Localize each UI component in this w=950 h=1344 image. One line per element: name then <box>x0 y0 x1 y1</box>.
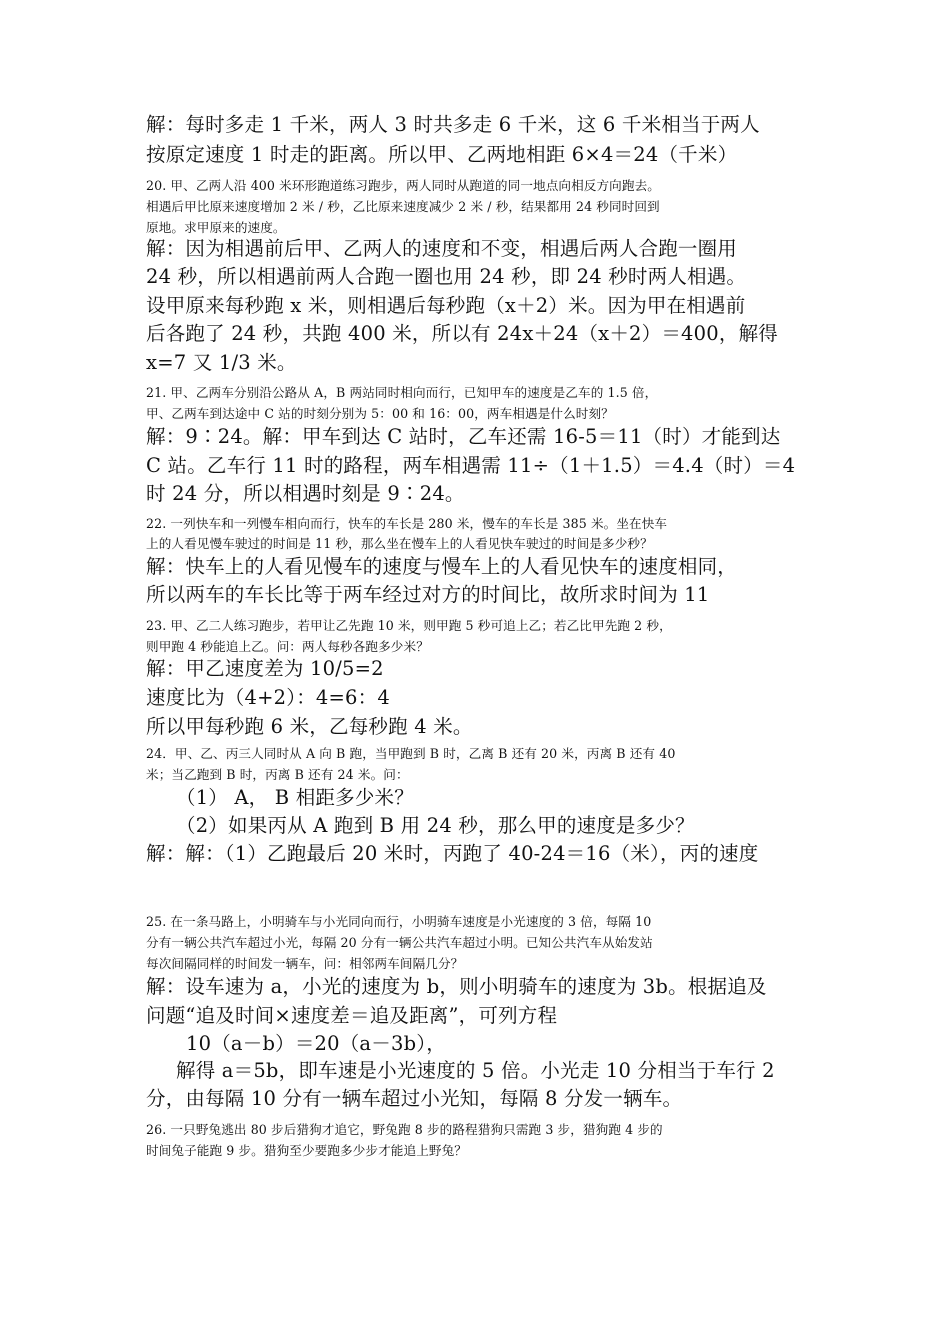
text-line: 21. 甲、乙两车分别沿公路从 A，B 两站同时相向而行，已知甲车的速度是乙车的 1.5 倍， <box>146 385 658 400</box>
text-line: 甲、乙两车到达途中 C 站的时刻分别为 5：00 和 16：00，两车相遇是什么时刻？ <box>146 406 614 421</box>
text-line: 解：解：（1）乙跑最后 20 米时，丙跑了 40-24＝16（米），丙的速度 <box>146 842 759 865</box>
text-line: 24 秒，所以相遇前两人合跑一圈也用 24 秒，即 24 秒时两人相遇。 <box>146 265 747 288</box>
text-line: 后各跑了 24 秒，共跑 400 米，所以有 24x＋24（x＋2）＝400，解得 <box>146 322 778 345</box>
text-line: （2）如果丙从 A 跑到 B 用 24 秒，那么甲的速度是多少？ <box>176 814 695 837</box>
text-line: （1） A， B 相距多少米？ <box>176 786 414 809</box>
text-line: 解：设车速为 a，小光的速度为 b，则小明骑车的速度为 3b。根据追及 <box>146 975 767 998</box>
text-line: 20. 甲、乙两人沿 400 米环形跑道练习跑步，两人同时从跑道的同一地点向相反方向跑去。 <box>146 178 660 193</box>
text-line: 速度比为（4+2）：4=6：4 <box>146 686 390 709</box>
text-line: 设甲原来每秒跑 x 米，则相遇后每秒跑（x＋2）米。因为甲在相遇前 <box>146 294 746 317</box>
text-line: 按原定速度 1 时走的距离。所以甲、乙两地相距 6×4＝24（千米） <box>146 143 738 166</box>
text-line: 原地。求甲原来的速度。 <box>146 220 286 235</box>
text-line: 22. 一列快车和一列慢车相向而行，快车的车长是 280 米，慢车的车长是 385 米。坐在快车 <box>146 516 668 531</box>
text-line: 10（a－b）＝20（a－3b）， <box>186 1032 446 1055</box>
text-line: 米；当乙跑到 B 时，丙离 B 还有 24 米。问： <box>146 767 409 782</box>
text-line: 则甲跑 4 秒能追上乙。问：两人每秒各跑多少米？ <box>146 639 429 654</box>
text-line: 23. 甲、乙二人练习跑步，若甲让乙先跑 10 米，则甲跑 5 秒可追上乙；若乙比甲先跑 2 秒， <box>146 618 672 633</box>
text-line: C 站。乙车行 11 时的路程，两车相遇需 11÷（1＋1.5）＝4.4（时）＝4 <box>146 454 796 477</box>
text-line: 时 24 分，所以相遇时刻是 9∶24。 <box>146 482 465 505</box>
text-line: 所以甲每秒跑 6 米，乙每秒跑 4 米。 <box>146 715 473 738</box>
text-line: 解：甲乙速度差为 10/5=2 <box>146 657 384 680</box>
text-line: 26. 一只野兔逃出 80 步后猎狗才追它，野兔跑 8 步的路程猎狗只需跑 3 步，猎狗跑 4 步的 <box>146 1122 663 1137</box>
text-line: 分，由每隔 10 分有一辆车超过小光知，每隔 8 分发一辆车。 <box>146 1087 683 1110</box>
text-line: 解：快车上的人看见慢车的速度与慢车上的人看见快车的速度相同， <box>146 555 738 578</box>
text-line: 25. 在一条马路上，小明骑车与小光同向而行，小明骑车速度是小光速度的 3 倍，每隔 10 <box>146 914 652 929</box>
text-line: 所以两车的车长比等于两车经过对方的时间比，故所求时间为 11 <box>146 583 710 606</box>
text-line: 每次间隔同样的时间发一辆车，问：相邻两车间隔几分？ <box>146 956 464 971</box>
text-line: 上的人看见慢车驶过的时间是 11 秒，那么坐在慢车上的人看见快车驶过的时间是多少秒？ <box>146 536 653 551</box>
text-line: 相遇后甲比原来速度增加 2 米 / 秒，乙比原来速度减少 2 米 / 秒，结果都用 24 秒同时回到 <box>146 199 660 214</box>
text-line: 解：因为相遇前后甲、乙两人的速度和不变，相遇后两人合跑一圈用 <box>146 237 738 260</box>
text-line: 解：每时多走 1 千米，两人 3 时共多走 6 千米，这 6 千米相当于两人 <box>146 113 760 136</box>
text-line: 解得 a＝5b，即车速是小光速度的 5 倍。小光走 10 分相当于车行 2 <box>176 1059 775 1082</box>
text-line: x=7 又 1/3 米。 <box>146 351 297 374</box>
text-line: 解：9∶24。解：甲车到达 C 站时，乙车还需 16-5＝11（时）才能到达 <box>146 425 781 448</box>
text-line: 分有一辆公共汽车超过小光，每隔 20 分有一辆公共汽车超过小明。已知公共汽车从始发站 <box>146 935 653 950</box>
text-line: 24．甲、乙、丙三人同时从 A 向 B 跑，当甲跑到 B 时，乙离 B 还有 20 米，丙离 B 还有 40 <box>146 746 676 761</box>
text-line: 时间兔子能跑 9 步。猎狗至少要跑多少步才能追上野兔？ <box>146 1143 467 1158</box>
text-line: 问题“追及时间×速度差＝追及距离”，可列方程 <box>146 1004 558 1027</box>
